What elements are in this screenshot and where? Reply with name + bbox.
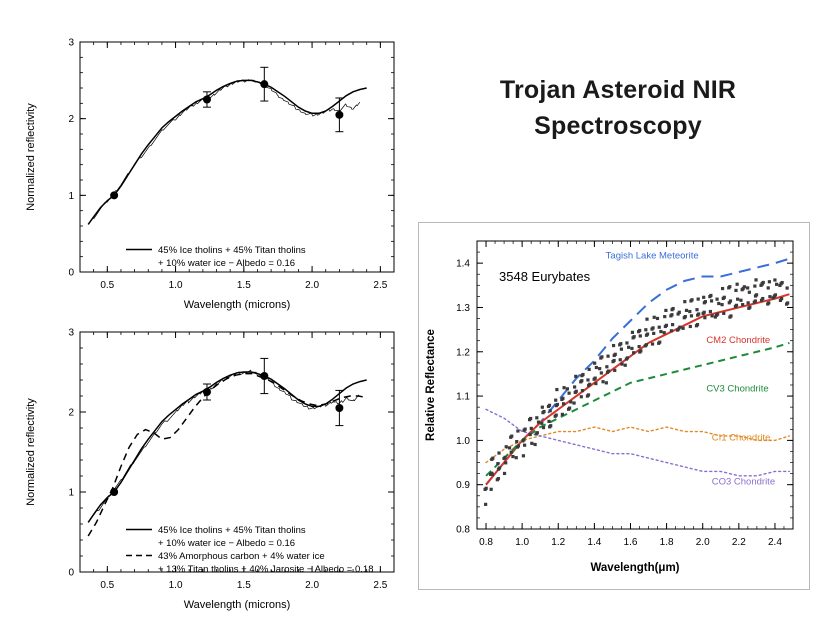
svg-text:Relative Reflectance: Relative Reflectance: [425, 329, 437, 441]
svg-text:1.8: 1.8: [659, 537, 674, 548]
svg-text:3: 3: [68, 37, 74, 49]
svg-text:1.0: 1.0: [456, 435, 470, 447]
svg-text:0.8: 0.8: [479, 537, 493, 548]
svg-text:Tagish Lake Meteorite: Tagish Lake Meteorite: [605, 250, 699, 262]
svg-text:Wavelength (microns): Wavelength (microns): [183, 299, 291, 311]
page-title: [432, 72, 804, 145]
svg-text:2: 2: [68, 407, 74, 419]
svg-text:2.0: 2.0: [695, 537, 710, 548]
top-left-plot-svg: [18, 28, 408, 318]
bottom-left-plot-svg: [18, 318, 408, 618]
svg-text:1.4: 1.4: [587, 537, 602, 548]
svg-text:1.0: 1.0: [168, 580, 183, 591]
svg-text:1.5: 1.5: [236, 280, 251, 291]
svg-text:2: 2: [68, 114, 74, 126]
svg-text:43% Amorphous carbon + 4% wate: 43% Amorphous carbon + 4% water ice: [158, 551, 325, 562]
svg-text:0.8: 0.8: [456, 524, 470, 536]
svg-text:0: 0: [68, 267, 74, 279]
svg-text:CM2 Chondrite: CM2 Chondrite: [706, 334, 771, 346]
svg-text:+ 10% water ice − Albedo = 0.1: + 10% water ice − Albedo = 0.16: [158, 538, 296, 549]
svg-text:1.2: 1.2: [456, 347, 470, 359]
svg-text:2.0: 2.0: [305, 580, 320, 591]
svg-text:1.2: 1.2: [551, 537, 566, 548]
svg-text:Normalized reflectivity: Normalized reflectivity: [25, 398, 37, 506]
svg-text:0: 0: [68, 567, 74, 579]
svg-text:3: 3: [68, 327, 74, 339]
svg-text:2.0: 2.0: [305, 280, 320, 291]
svg-text:1.0: 1.0: [515, 537, 530, 548]
svg-text:1: 1: [68, 487, 74, 499]
svg-text:0.5: 0.5: [100, 280, 115, 291]
svg-text:1.5: 1.5: [236, 580, 251, 591]
page-title-line2: Spectroscopy: [534, 112, 702, 141]
svg-text:+ 13% Titan tholins + 40% Jaro: + 13% Titan tholins + 40% Jarosite − Albedo = 0.18: [158, 564, 374, 575]
svg-text:3548 Eurybates: 3548 Eurybates: [499, 269, 591, 284]
svg-text:2.2: 2.2: [731, 537, 746, 548]
eurybates-plot-svg: [419, 223, 807, 587]
svg-text:2.5: 2.5: [373, 580, 388, 591]
svg-text:CO3 Chondrite: CO3 Chondrite: [711, 476, 776, 488]
svg-text:CI1 Chondrite: CI1 Chondrite: [711, 432, 771, 444]
svg-text:0.9: 0.9: [456, 480, 470, 492]
svg-text:1.1: 1.1: [456, 391, 470, 403]
svg-text:1.3: 1.3: [456, 302, 470, 314]
svg-text:0.5: 0.5: [100, 580, 115, 591]
svg-text:1.6: 1.6: [623, 537, 638, 548]
page-title-line1: Trojan Asteroid NIR: [499, 76, 737, 104]
svg-text:CV3 Chondrite: CV3 Chondrite: [706, 383, 769, 395]
svg-text:1.0: 1.0: [168, 280, 183, 291]
svg-text:2.4: 2.4: [767, 537, 782, 548]
chart-eurybates-relative-reflectance: [418, 222, 810, 590]
svg-text:1: 1: [68, 190, 74, 202]
svg-text:Normalized reflectivity: Normalized reflectivity: [25, 103, 37, 211]
svg-text:45% Ice tholins + 45% Titan th: 45% Ice tholins + 45% Titan tholins: [158, 245, 306, 256]
svg-text:45% Ice tholins + 45% Titan th: 45% Ice tholins + 45% Titan tholins: [158, 525, 306, 536]
svg-text:Wavelength (microns): Wavelength (microns): [183, 599, 291, 611]
svg-text:1.4: 1.4: [456, 258, 470, 270]
svg-text:Wavelength(μm): Wavelength(μm): [590, 562, 680, 574]
svg-text:+ 10% water ice − Albedo = 0.1: + 10% water ice − Albedo = 0.16: [158, 258, 296, 269]
chart-top-left-spectrum: [18, 28, 408, 318]
chart-bottom-left-spectrum: [18, 318, 408, 618]
svg-text:2.5: 2.5: [373, 280, 388, 291]
